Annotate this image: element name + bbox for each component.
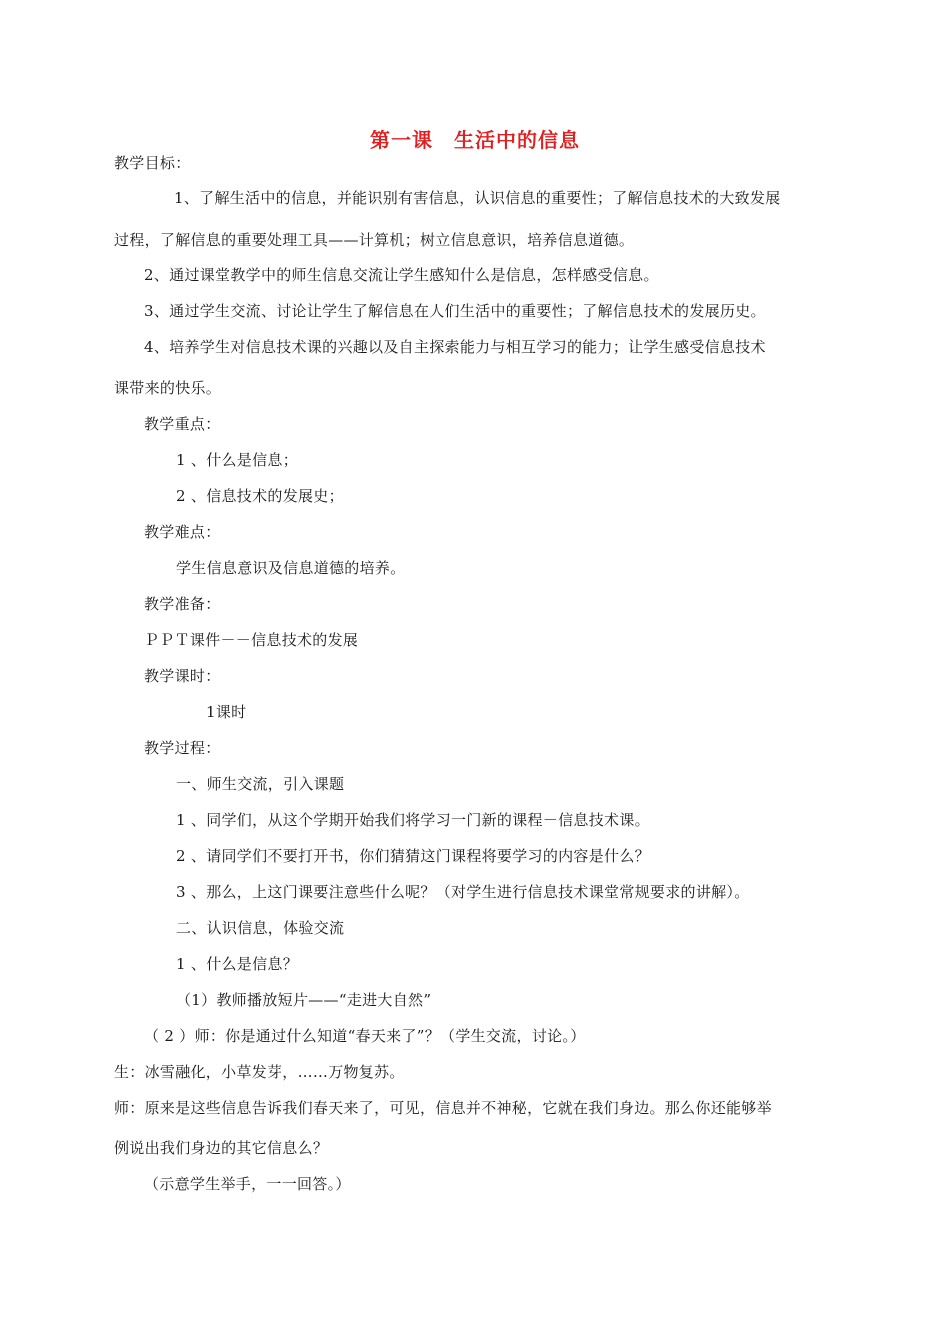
difficulties-text: 学生信息意识及信息道德的培养。: [176, 559, 406, 577]
process-section-1-item-2: 2 、请同学们不要打开书，你们猜猜这门课程将要学习的内容是什么？: [176, 847, 650, 865]
lesson-title: 第一课 生活中的信息: [370, 128, 580, 152]
student-reply: 生：冰雪融化，小草发芽，……万物复苏。: [114, 1063, 405, 1081]
process-section-2-sub-1: （1）教师播放短片——“走进大自然”: [176, 991, 432, 1009]
teacher-line-2: 例说出我们身边的其它信息么？: [114, 1139, 329, 1157]
objective-1-line-1: 1、了解生活中的信息，并能识别有害信息，认识信息的重要性；了解信息技术的大致发展: [174, 189, 781, 207]
hours-heading: 教学课时：: [144, 667, 221, 685]
process-section-2-item-1: 1 、什么是信息？: [176, 955, 299, 973]
key-point-1: 1 、什么是信息；: [176, 451, 299, 469]
process-section-1-item-3: 3 、那么，上这门课要注意些什么呢？（对学生进行信息技术课堂常规要求的讲解）。: [176, 883, 750, 901]
objective-2: 2、通过课堂教学中的师生信息交流让学生感知什么是信息，怎样感受信息。: [144, 266, 659, 284]
preparation-heading: 教学准备：: [144, 595, 221, 613]
closing-note: （示意学生举手，一一回答。）: [144, 1175, 351, 1193]
objectives-heading: 教学目标：: [114, 154, 191, 172]
process-section-2-title: 二、认识信息，体验交流: [176, 919, 345, 937]
process-section-1-title: 一、师生交流，引入课题: [176, 775, 345, 793]
hours-text: 1课时: [206, 703, 247, 721]
key-points-heading: 教学重点：: [144, 415, 221, 433]
teacher-line-1: 师：原来是这些信息告诉我们春天来了，可见，信息并不神秘，它就在我们身边。那么你还能够举: [114, 1099, 772, 1117]
preparation-text: ＰＰＴ课件－－信息技术的发展: [144, 631, 359, 649]
process-heading: 教学过程：: [144, 739, 221, 757]
process-section-1-item-1: 1 、同学们，从这个学期开始我们将学习一门新的课程－信息技术课。: [176, 811, 650, 829]
objective-1-line-2: 过程，了解信息的重要处理工具——计算机；树立信息意识，培养信息道德。: [114, 231, 635, 249]
key-point-2: 2 、信息技术的发展史；: [176, 487, 344, 505]
difficulties-heading: 教学难点：: [144, 523, 221, 541]
objective-4-line-2: 课带来的快乐。: [114, 379, 222, 397]
process-section-2-sub-2: （ 2 ）师：你是通过什么知道“春天来了”？（学生交流，讨论。）: [144, 1027, 586, 1045]
objective-4-line-1: 4、培养学生对信息技术课的兴趣以及自主探索能力与相互学习的能力；让学生感受信息技术: [144, 338, 766, 356]
objective-3: 3、通过学生交流、讨论让学生了解信息在人们生活中的重要性；了解信息技术的发展历史。: [144, 302, 766, 320]
